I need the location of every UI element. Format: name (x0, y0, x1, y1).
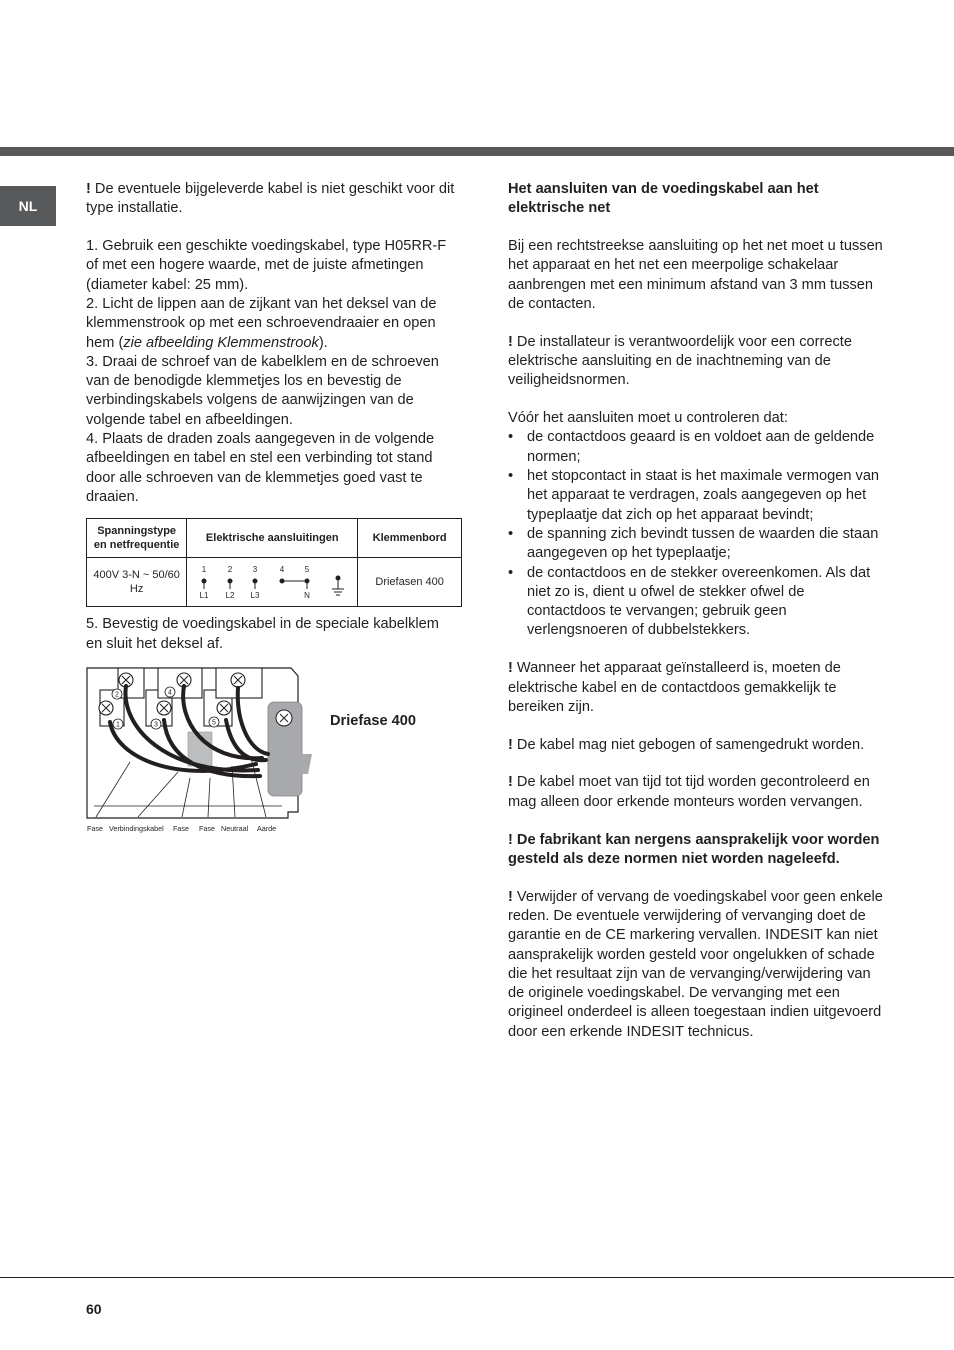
list-item: • de contactdoos geaard is en voldoet aan de geldende normen; (508, 428, 886, 467)
note-installer: ! De installateur is verantwoordelijk voor een correcte elektrische aansluiting en de inachtneming van de veiligheidsnormen. (508, 333, 852, 389)
connection-table (86, 518, 462, 607)
left-column (86, 180, 458, 836)
diagram-terminal-number: 3 (154, 721, 158, 729)
section-heading: Het aansluiten van de voedingskabel aan het elektrische net (508, 181, 819, 217)
note-bending: ! De kabel mag niet gebogen of samengedrukt worden. (508, 736, 865, 753)
diagram-title: Driefase 400 (330, 712, 417, 729)
terminal-label: L1 (199, 591, 209, 601)
table-header-voltage: Spanningstype en netfrequentie (87, 519, 187, 558)
right-column (508, 180, 886, 1042)
diagram-terminal-number: 5 (212, 719, 216, 727)
diagram-terminal-number: 1 (116, 721, 120, 729)
table-header-connections: Elektrische aansluitingen (187, 519, 358, 558)
intro-note: ! De eventuele bijgeleverde kabel is niet geschikt voor dit type installatie. (86, 181, 455, 217)
paragraph-check: Vóór het aansluiten moet u controleren dat: (508, 410, 788, 427)
step-3: 3. Draai de schroef van de kabelklem en de schroeven van de benodigde klemmetjes los en bevestig de verbindingskabels volgens de aanwijzingen van de volgende tabel en afbeeldingen. (86, 353, 439, 428)
terminal-number: 2 (228, 565, 233, 575)
check-list (508, 428, 886, 640)
page-number: 60 (86, 1301, 102, 1317)
terminal-number: 4 (280, 565, 285, 575)
table-cell-connections (187, 558, 358, 607)
diagram-caption: Fase (199, 823, 215, 833)
terminal-label: N (304, 591, 311, 601)
step-4: 4. Plaats de draden zoals aangegeven in de volgende afbeeldingen en tabel en stel een verbinding tot stand door alle schroeven van de klemmetjes goed vast te draaien. (86, 431, 435, 505)
diagram-caption: Verbindingskabel (109, 823, 164, 833)
terminal-number: 3 (253, 565, 258, 575)
step-1: 1. Gebruik een geschikte voedingskabel, type H05RR-F of met een hogere waarde, met de juiste afmetingen (diameter kabel: 25 mm). (86, 238, 447, 293)
list-item: • het stopcontact in staat is het maximale vermogen van het apparaat te verdragen, zoals aangegeven op het typeplaatje dat zich op het apparaat bevindt; (508, 467, 886, 525)
terminal-number: 5 (305, 565, 310, 575)
note-inspection: ! De kabel moet van tijd tot tijd worden gecontroleerd en mag alleen door erkende monteurs worden vervangen. (508, 774, 870, 810)
diagram-caption: Fase (87, 823, 103, 833)
diagram-terminal-number: 4 (168, 689, 172, 697)
step-5: 5. Bevestig de voedingskabel in de speciale kabelklem en sluit het deksel af. (86, 616, 439, 652)
top-bar (0, 147, 954, 156)
note-liability: ! De fabrikant kan nergens aansprakelijk voor worden gesteld als deze normen niet worden nageleefd. (508, 831, 880, 867)
bottom-rule (0, 1277, 954, 1278)
list-item: • de spanning zich bevindt tussen de waarden die staan aangegeven op het typeplaatje; (508, 525, 886, 564)
terminal-block-diagram (86, 666, 458, 836)
diagram-caption: Fase (173, 823, 189, 833)
table-header-board: Klemmenbord (358, 519, 462, 558)
step-2: 2. Licht de lippen aan de zijkant van het deksel van de klemmenstrook op met een schroevendraaier en open hem (zie afbeelding Klemmenstrook). (86, 295, 437, 351)
paragraph-switch: Bij een rechtstreekse aansluiting op het net moet u tussen het apparaat en het net een meerpolige schakelaar aanbrengen met een minimum afstand van 3 mm tussen de contacten. (508, 238, 883, 312)
terminal-label: L2 (225, 591, 235, 601)
language-tab: NL (0, 186, 56, 226)
note-accessible: ! Wanneer het apparaat geïnstalleerd is, moeten de elektrische kabel en de contactdoos gemakkelijk te bereiken zijn. (508, 660, 841, 715)
diagram-terminal-number: 2 (115, 691, 119, 699)
diagram-caption: Aarde (257, 823, 277, 833)
list-item: • de contactdoos en de stekker overeenkomen. Als dat niet zo is, dient u ofwel de stekker ofwel de contactdoos te vervangen; gebruik geen verlengsnoeren of dubbelstekkers. (508, 564, 886, 641)
terminal-number: 1 (202, 565, 207, 575)
table-cell-voltage: 400V 3-N ~ 50/60 Hz (87, 558, 187, 607)
terminal-label: L3 (250, 591, 260, 601)
table-cell-board: Driefasen 400 (358, 558, 462, 607)
note-replacement: ! Verwijder of vervang de voedingskabel voor geen enkele reden. De eventuele verwijdering of vervanging doet de garantie en de CE markering vervallen. INDESIT kan niet aansprakelijk worden gesteld voor ongelukken of schade die het resultaat zijn van de vervanging/verwijdering van de originele voedingskabel. De vervanging met een origineel onderdeel is alleen toegestaan indien uitgevoerd door een erkende INDESIT technicus. (508, 888, 883, 1040)
terminal-connection-icon (188, 561, 356, 603)
diagram-caption: Neutraal (221, 823, 249, 833)
terminal-block-illustration (86, 666, 326, 836)
